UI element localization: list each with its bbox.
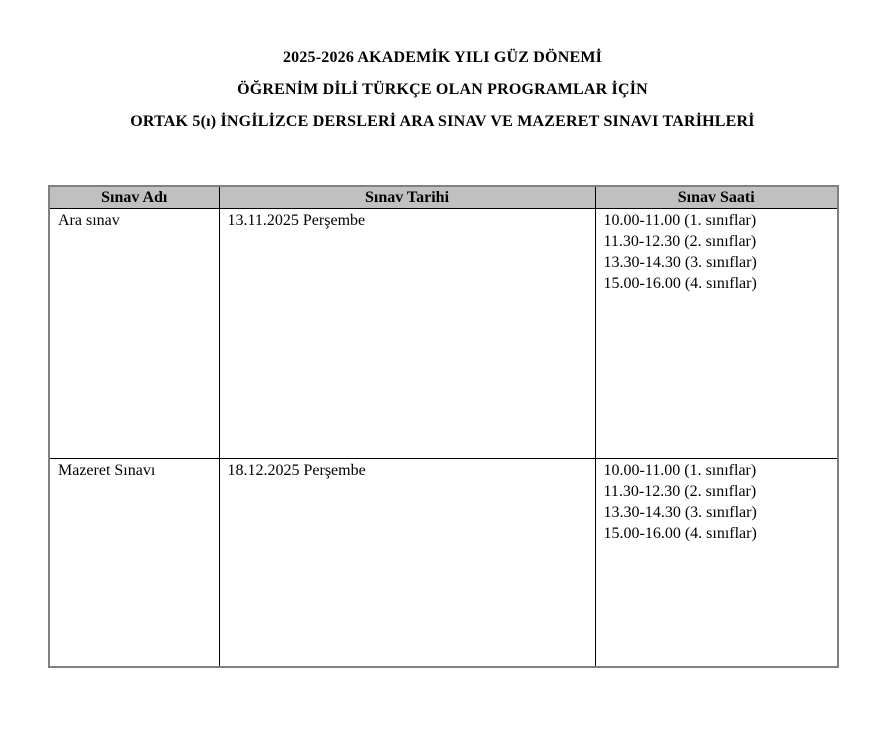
exam-times-cell bbox=[595, 459, 838, 667]
exam-date-cell bbox=[219, 459, 595, 667]
time-slot-4: 15.00-16.00 (4. sınıflar) bbox=[603, 525, 757, 542]
title-line-exam-dates: ORTAK 5(ı) İNGİLİZCE DERSLERİ ARA SINAV VE MAZERET SINAVI TARİHLERİ bbox=[130, 113, 755, 130]
table-row-ara-sinav bbox=[49, 209, 838, 459]
header-exam-date: Sınav Tarihi bbox=[219, 186, 595, 209]
exam-schedule-table bbox=[48, 185, 839, 668]
table-row-mazeret-sinavi bbox=[49, 459, 838, 667]
exam-date-text: 18.12.2025 Perşembe bbox=[227, 462, 366, 479]
title-line-program: ÖĞRENİM DİLİ TÜRKÇE OLAN PROGRAMLAR İÇİN bbox=[237, 81, 648, 98]
exam-times-cell bbox=[595, 209, 838, 459]
time-slot-1: 10.00-11.00 (1. sınıflar) bbox=[603, 212, 757, 229]
header-exam-name: Sınav Adı bbox=[49, 186, 219, 209]
time-slot-2: 11.30-12.30 (2. sınıflar) bbox=[603, 483, 757, 500]
document-title-block bbox=[0, 0, 885, 132]
time-slot-3: 13.30-14.30 (3. sınıflar) bbox=[603, 254, 757, 271]
header-exam-time: Sınav Saati bbox=[595, 186, 838, 209]
exam-name-cell bbox=[49, 209, 219, 459]
title-line-academic-year: 2025-2026 AKADEMİK YILI GÜZ DÖNEMİ bbox=[282, 49, 603, 66]
exam-name-cell bbox=[49, 459, 219, 667]
time-slot-3: 13.30-14.30 (3. sınıflar) bbox=[603, 504, 757, 521]
time-slot-2: 11.30-12.30 (2. sınıflar) bbox=[603, 233, 757, 250]
exam-date-cell bbox=[219, 209, 595, 459]
exam-name-text: Mazeret Sınavı bbox=[58, 462, 156, 479]
exam-date-text: 13.11.2025 Perşembe bbox=[227, 212, 366, 229]
time-slot-1: 10.00-11.00 (1. sınıflar) bbox=[603, 462, 757, 479]
exam-name-text: Ara sınav bbox=[58, 212, 120, 229]
table-header-row bbox=[49, 186, 838, 209]
time-slot-4: 15.00-16.00 (4. sınıflar) bbox=[603, 275, 757, 292]
